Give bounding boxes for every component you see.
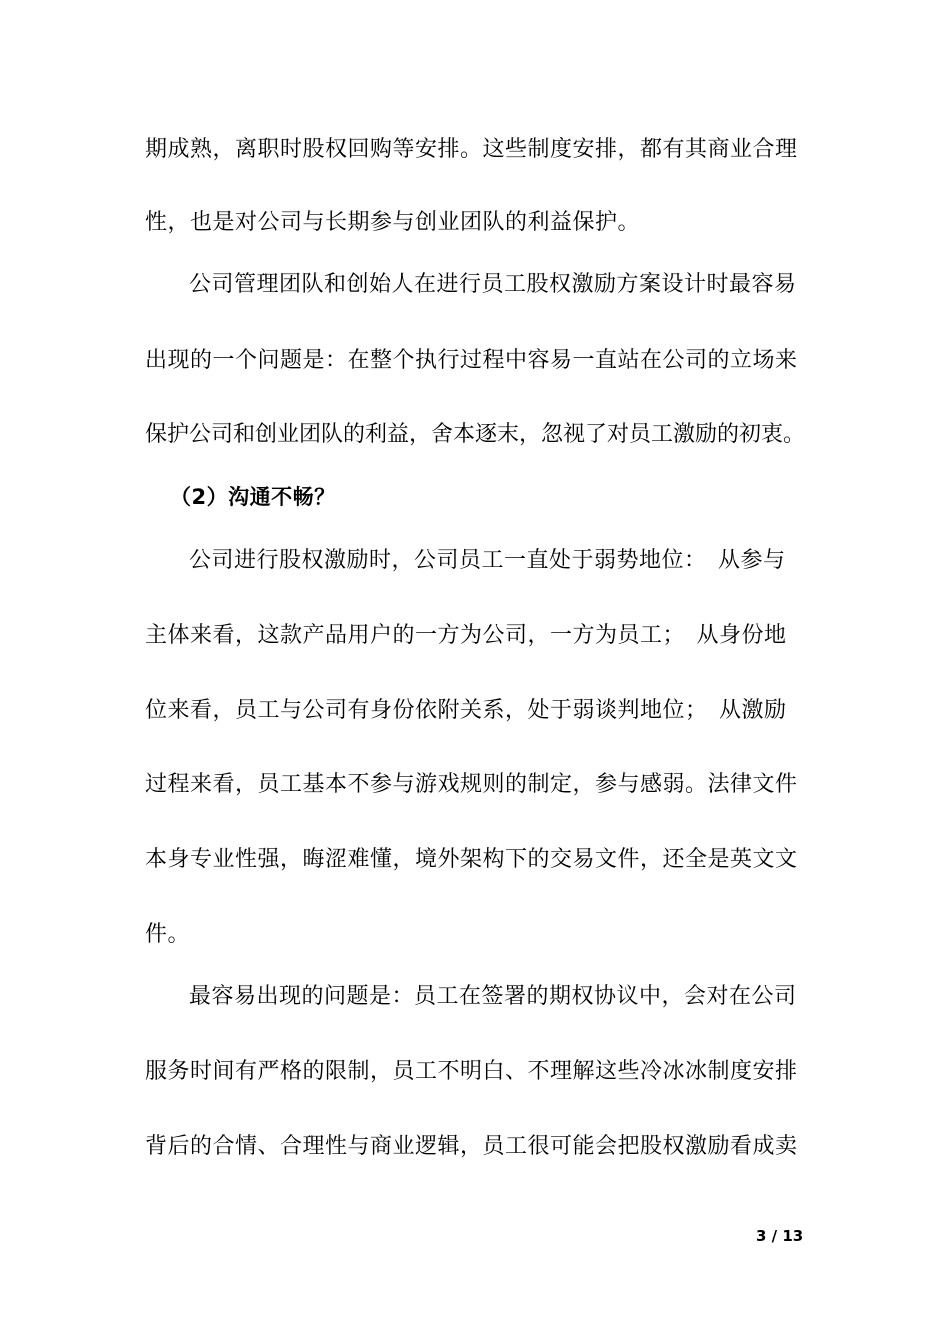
- body-text-line: 出现的一个问题是：在整个执行过程中容易一直站在公司的立场来: [145, 348, 798, 373]
- paragraph-first-line: 最容易出现的问题是：员工在签署的期权协议中，会对在公司: [189, 984, 797, 1009]
- body-text-line: 性，也是对公司与长期参与创业团队的利益保护。: [145, 210, 641, 235]
- page-number: 3 / 13: [756, 1227, 804, 1245]
- body-text-line: 保护公司和创业团队的利益，舍本逐末，忽视了对员工激励的初衷。: [145, 422, 806, 447]
- body-text-line: 服务时间有严格的限制，员工不明白、不理解这些冷冰冰制度安排: [145, 1059, 798, 1084]
- body-text-line: 背后的合情、合理性与商业逻辑，员工很可能会把股权激励看成卖: [145, 1134, 798, 1159]
- body-text-line: 本身专业性强，晦涩难懂，境外架构下的交易文件，还全是英文文: [145, 847, 798, 872]
- body-text-line: 主体来看，这款产品用户的一方为公司，一方为员工； 从身份地: [145, 623, 787, 648]
- body-text-line: 过程来看，员工基本不参与游戏规则的制定，参与感弱。法律文件: [145, 772, 798, 797]
- paragraph-first-line: 公司管理团队和创始人在进行员工股权激励方案设计时最容易: [189, 272, 797, 297]
- body-text-line: 件。: [145, 922, 191, 947]
- body-text-line: 位来看，员工与公司有身份依附关系，处于弱谈判地位； 从激励: [145, 698, 787, 723]
- section-heading: （2）沟通不畅？: [170, 485, 336, 509]
- body-text-line: 期成熟，离职时股权回购等安排。这些制度安排，都有其商业合理: [145, 137, 798, 162]
- paragraph-first-line: 公司进行股权激励时，公司员工一直处于弱势地位： 从参与: [189, 548, 786, 573]
